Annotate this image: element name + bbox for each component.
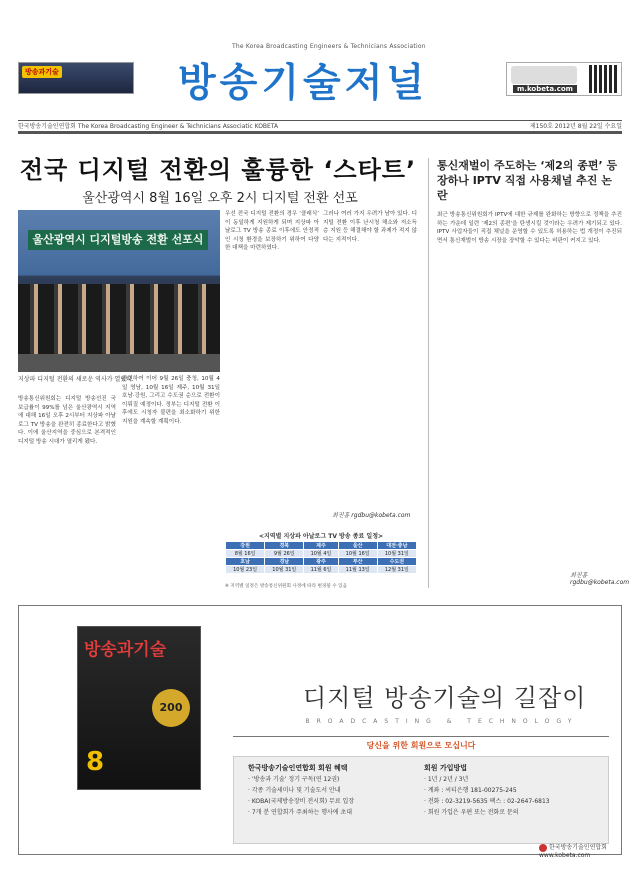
sidebar-article: [428, 158, 622, 588]
ceremony-photo: [18, 210, 220, 372]
table-cell: 10월 31일: [265, 566, 304, 574]
benefits-heading: 한국방송기술인연합회 회원 혜택: [248, 764, 348, 772]
table-cell: 10월 16일: [338, 550, 377, 558]
table-cell: 제주: [304, 542, 338, 550]
join-column: [424, 763, 604, 818]
phone-icon: [511, 66, 577, 84]
list-item: · 1년 / 2년 / 3년: [424, 776, 469, 783]
article-column-1: 방송통신위원회는 디지털 방송선진 국 보급률이 99%를 넘은 울산광역시 지역에 대해 16일 오후 2시부터 지상파 아날로그 TV 방송을 완전히 종료한다고 밝혔다. 이에 울산지역을 중심으로 본격적인 디지털 방송 시대가 열리게 됐다.: [18, 396, 116, 445]
sidebar-headline[interactable]: 통신재벌이 주도하는 ‘제2의 종편’ 등장하나 IPTV 직접 사용채널 추진 논란: [437, 159, 618, 202]
join-heading: 회원 가입방법: [424, 764, 468, 772]
article-byline: 최진홍 rgdbu@kobeta.com: [332, 512, 411, 519]
list-item: · 계좌 : 씨티은행 181-00275-245: [424, 787, 517, 794]
list-item: · 전화 : 02-3219-5635 팩스 : 02-2647-6813: [424, 798, 550, 805]
newspaper-logo[interactable]: 방송기술저널: [178, 61, 429, 106]
benefits-column: [248, 763, 408, 818]
list-item: · ‘방송과 기술’ 정기 구독(연 12권): [248, 776, 340, 783]
article-column-4: 그러나 여러 가지 우려가 남아 있다. 디지털 전환 이후 난시청 해소와 저소득층 지원 등 해결해야 할 과제가 적지 않다는 지적이다.: [323, 211, 417, 243]
table-cell: 강원: [226, 542, 265, 550]
mobile-url: m.kobeta.com: [513, 85, 577, 93]
table-cell: 울산: [338, 542, 377, 550]
table-cell: 수도권: [377, 558, 416, 566]
photo-people: [18, 284, 220, 354]
magazine-cover: [77, 626, 201, 790]
divider: [233, 736, 609, 737]
anniversary-badge: 200: [152, 689, 190, 727]
list-item: · KOBA(국제방송장비 전시회) 무료 입장: [248, 798, 355, 805]
table-cell: 8월 16일: [226, 550, 265, 558]
membership-info-box: [233, 756, 609, 844]
schedule-table: [225, 541, 417, 574]
table-cell: 10월 31일: [377, 550, 416, 558]
qr-code-icon: [589, 65, 617, 93]
table-cell: 부산: [338, 558, 377, 566]
table-cell: 10월 4일: [304, 550, 338, 558]
main-headline[interactable]: 전국 디지털 전환의 훌륭한 ‘스타트’: [19, 156, 417, 184]
magazine-issue-number: 8: [86, 747, 105, 777]
table-cell: 10월 23일: [226, 566, 265, 574]
association-english-name: The Korea Broadcasting Engineers & Technicians Association: [232, 43, 426, 50]
list-item: · 7개 분 연합회가 주최하는 행사에 초대: [248, 809, 353, 816]
list-item: · 각종 기술세미나 및 기술도서 안내: [248, 787, 341, 794]
ad-slogan: 당신을 위한 회원으로 모십니다: [366, 741, 476, 750]
schedule-table-note: ※ 지역별 일정은 방송통신위원회 사정에 따라 변경될 수 있음: [225, 584, 348, 589]
issue-info-bar: [18, 120, 622, 134]
mobile-site-ad[interactable]: [506, 62, 622, 96]
sidebar-body: 최근 방송통신위원회가 IPTV에 대한 규제를 완화하는 방향으로 정책을 추진하는 가운데 일련 ‘제2의 종편’을 탄생시킬 것이라는 우려가 제기되고 있다. IPTV 사업자들이 직접 채널을 운영할 수 있도록 허용하는 법 개정이 추진되면서 통신재벌이 방송 시장을 장악할 수 있다는 비판이 커지고 있다.: [437, 212, 622, 244]
ad-title: 디지털 방송기술의 길잡이: [303, 684, 587, 712]
photo-floor: [18, 354, 220, 372]
table-cell: 11월 6일: [304, 566, 338, 574]
table-cell: 경북: [265, 542, 304, 550]
ad-subtitle: BROADCASTING & TECHNOLOGY: [305, 718, 579, 725]
photo-banner: 울산광역시 디지털방송 전환 선포식: [28, 230, 208, 250]
issue-date: 제150호 2012년 8월 22일 수요일: [529, 123, 622, 130]
publisher-line: 한국방송기술인연합회 The Korea Broadcasting Engineer & Technicians Associatic KOBETA: [18, 123, 279, 130]
association-logo-text: 한국방송기술인연합회 www.kobeta.com: [539, 844, 607, 859]
association-logo[interactable]: [539, 842, 621, 859]
logo-icon: [539, 844, 547, 852]
table-cell: 호남: [226, 558, 265, 566]
magazine-promo-ad[interactable]: [18, 62, 134, 94]
main-subhead: 울산광역시 8월 16일 오후 2시 디지털 전환 선포: [82, 191, 358, 206]
table-cell: 12월 31일: [377, 566, 416, 574]
sidebar-byline: 최진홍 rgdbu@kobeta.com: [570, 572, 630, 586]
membership-ad[interactable]: [18, 605, 622, 859]
table-cell: 11월 13일: [338, 566, 377, 574]
table-cell: 경남: [265, 558, 304, 566]
magazine-title: 방송과기술: [84, 640, 167, 660]
article-column-2: 관련하여 이어 9월 26일 충청, 10월 4일 영남, 10월 16일 제주, 10월 31일 호남·강원, 그리고 수도권 순으로 전환이 이뤄질 예정이다. 정부는 디지털 전환 이후에도 시청자 불편을 최소화하기 위한 지원을 계속할 계획이다.: [122, 376, 220, 425]
table-cell: 광주: [304, 558, 338, 566]
photo-caption: 지상파 디지털 전환의 새로운 역사가 열렸다.: [18, 376, 134, 383]
schedule-table-title: <지역별 지상파 아날로그 TV 방송 종료 일정>: [258, 533, 384, 540]
article-column-3: 우선 전국 디지털 전환의 경우 ‘클래식’ 이 동일하게 지원하게 되며 지상파 아날로그 TV 방송 종료 이후에도 안정적인 시청 환경을 보장하기 위하여 다양한 대책을 마련하였다.: [225, 211, 319, 252]
masthead: [0, 0, 640, 116]
promo-tag: 방송과기술: [22, 66, 62, 78]
list-item: · 회원 가입은 우편 또는 전화로 문의: [424, 809, 519, 816]
table-cell: 대전·충남: [377, 542, 416, 550]
table-cell: 9월 26일: [265, 550, 304, 558]
